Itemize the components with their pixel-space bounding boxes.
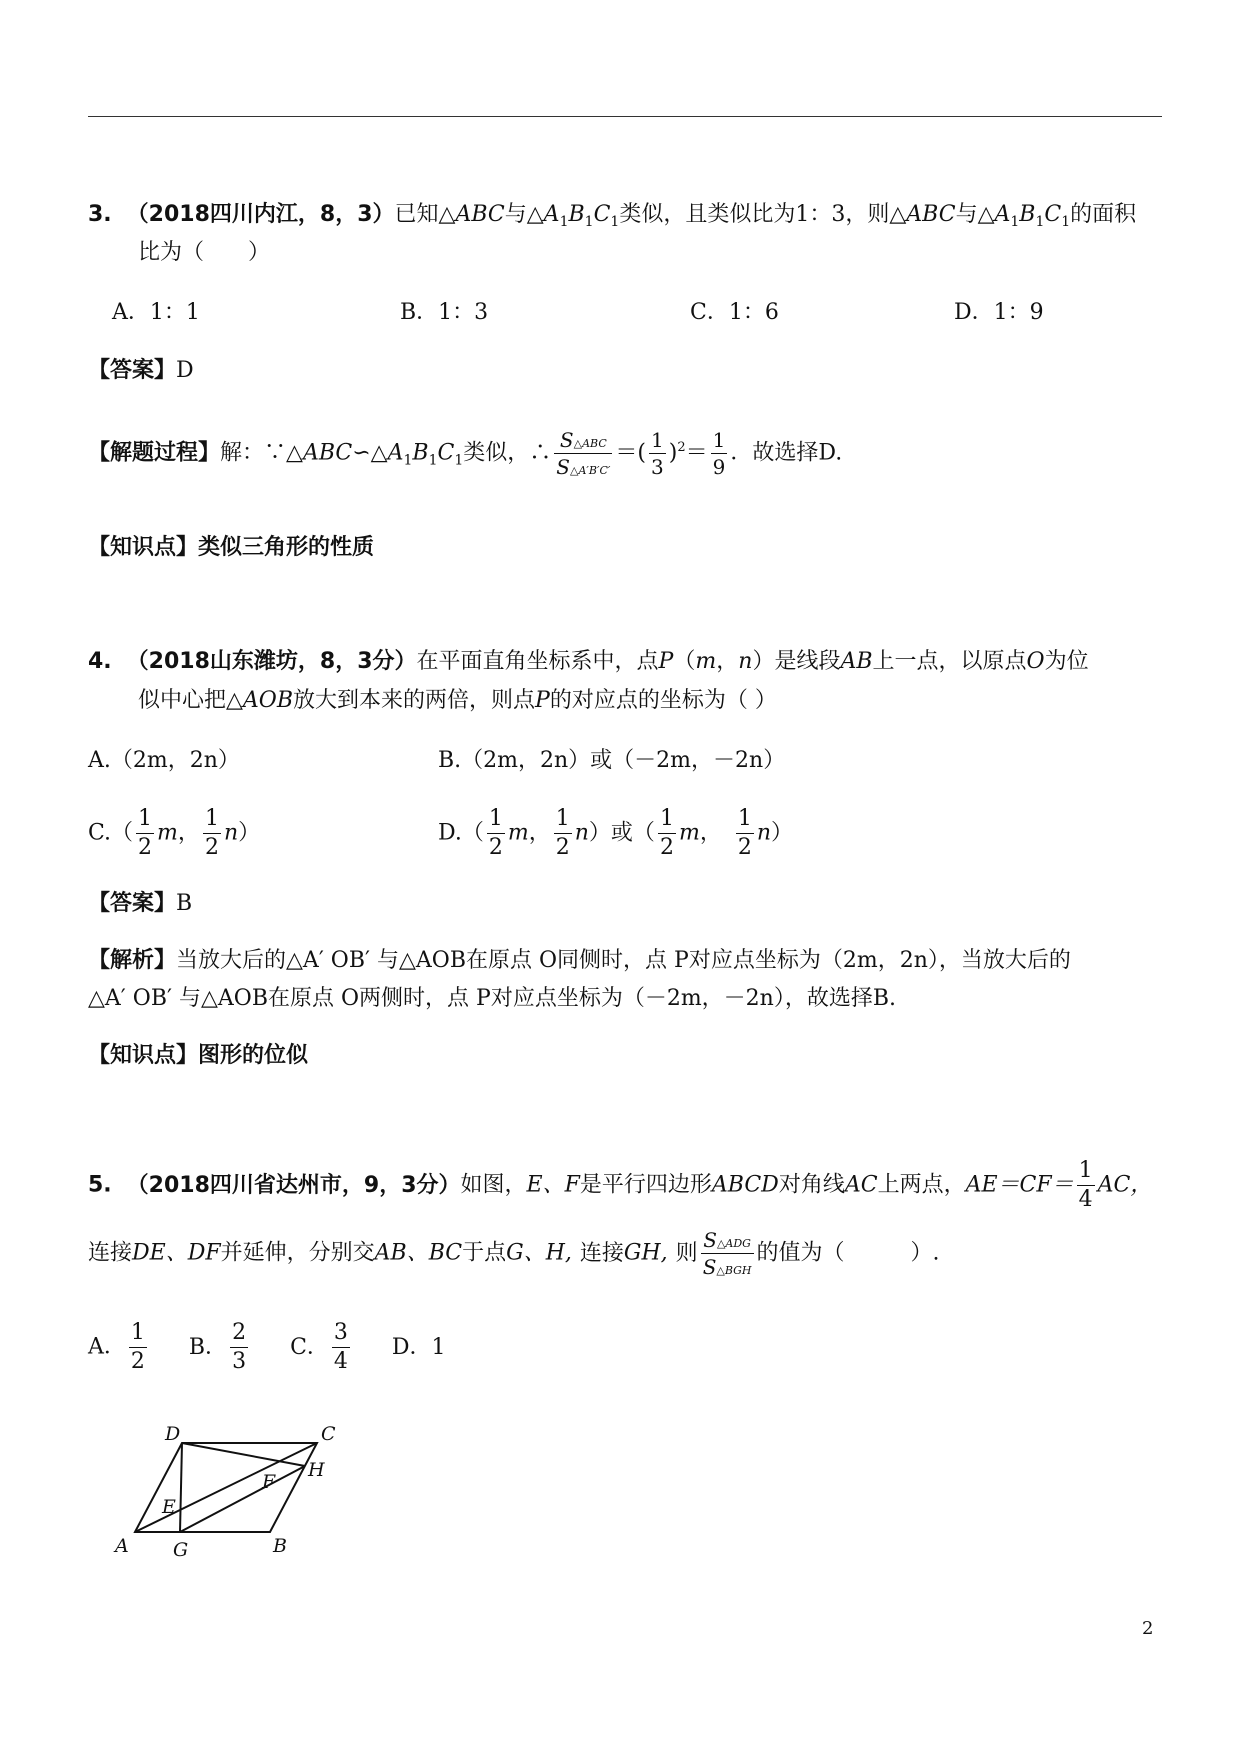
label-g: G bbox=[173, 1539, 189, 1560]
frac-den: 3 bbox=[232, 1349, 247, 1374]
q4-line-2 bbox=[138, 690, 777, 712]
q5-parallelogram: ABCD bbox=[711, 1172, 779, 1198]
diagonal-ac bbox=[135, 1443, 317, 1532]
label-e: E bbox=[162, 1496, 176, 1518]
q5-option-b-label: B． bbox=[188, 1334, 228, 1360]
s-letter: S bbox=[559, 428, 574, 452]
q5-area-fraction bbox=[701, 1230, 754, 1277]
q3-with: 与△ bbox=[504, 202, 544, 227]
q5-stem: 如图， bbox=[460, 1172, 527, 1198]
half-fraction bbox=[736, 808, 754, 859]
q3-area-end: 的面积 bbox=[1070, 202, 1137, 227]
label-f: F bbox=[262, 1471, 276, 1493]
q3-a1: A bbox=[994, 202, 1011, 227]
answer-label: 【答案】 bbox=[88, 891, 177, 916]
q5-stem: 对角线 bbox=[778, 1172, 845, 1198]
q3-option-b: B．1：3 bbox=[400, 300, 489, 325]
q3-ratio-text: 类似，且类似比为1：3，则△ bbox=[619, 202, 907, 227]
q5-source: （2018四川省达州市，9，3分） bbox=[126, 1172, 461, 1198]
q5-equation: AE＝CF＝ bbox=[965, 1172, 1074, 1198]
q4-m: m bbox=[695, 649, 717, 674]
q3-triangle-abc: ABC bbox=[455, 202, 505, 227]
q5-stem: 于点 bbox=[462, 1240, 507, 1266]
q4-m: m bbox=[157, 820, 178, 846]
q5-quarter bbox=[1077, 1160, 1095, 1211]
q4-comma: ， bbox=[177, 820, 200, 846]
q3-sub: 1 bbox=[403, 452, 413, 469]
q3-knowledge bbox=[88, 537, 374, 559]
analysis-label: 【解析】 bbox=[88, 948, 177, 973]
frac-num: 1 bbox=[129, 1322, 147, 1348]
q4-or: ）或（ bbox=[588, 820, 655, 846]
q5-points-ef: E、F bbox=[526, 1172, 580, 1198]
q3-c1: C bbox=[593, 202, 611, 227]
q3-eq: ＝( bbox=[615, 440, 646, 466]
frac-den: 2 bbox=[659, 835, 674, 860]
q5-sides: AB、BC bbox=[374, 1240, 463, 1266]
q3-area-fraction bbox=[554, 430, 612, 477]
line-dg bbox=[180, 1443, 182, 1532]
q5-equation-end: AC， bbox=[1097, 1172, 1153, 1198]
q3-knowledge-text: 类似三角形的性质 bbox=[198, 535, 375, 560]
q4-m: m bbox=[678, 820, 700, 846]
q3-b1: B bbox=[568, 202, 585, 227]
q3-option-c: C．1：6 bbox=[690, 300, 779, 325]
parallelogram-figure bbox=[105, 1410, 365, 1560]
label-b: B bbox=[273, 1535, 287, 1557]
q5-options bbox=[88, 1322, 446, 1373]
q4-comma: ， bbox=[716, 649, 739, 674]
q3-triangle-abc: ABC bbox=[302, 440, 353, 466]
frac-den: 2 bbox=[130, 1349, 145, 1374]
q5-lines: DE、DF bbox=[132, 1240, 221, 1266]
q4-n: n bbox=[223, 820, 239, 846]
q3-number: 3. bbox=[88, 202, 112, 227]
q5-stem: 并延伸，分别交 bbox=[220, 1240, 375, 1266]
q4-point-p: P bbox=[535, 688, 550, 713]
q4-option-b: B.（2m，2n）或（－2m，－2n） bbox=[438, 748, 786, 773]
q3-c1: C bbox=[1044, 202, 1062, 227]
s-sub: △ADG bbox=[716, 1237, 751, 1250]
frac-num: 1 bbox=[736, 808, 754, 834]
q4-n: n bbox=[574, 820, 589, 846]
q4-answer bbox=[88, 893, 192, 915]
half-fraction bbox=[136, 808, 154, 859]
q3-answer-value: D bbox=[176, 358, 194, 383]
q3-eq: ) bbox=[668, 440, 678, 466]
q4-knowledge bbox=[88, 1045, 308, 1067]
frac-den: 3 bbox=[650, 455, 664, 479]
q4-triangle-aob: AOB bbox=[242, 688, 294, 713]
q4-analysis-text: 当放大后的△A′ OB′ 与△AOB在原点 O同侧时，点 P对应点坐标为（2m，2n），当放大后的 bbox=[176, 948, 1071, 973]
q4-number: 4. bbox=[88, 649, 112, 674]
q3-line-1 bbox=[88, 204, 1136, 229]
q5-option-b bbox=[230, 1322, 248, 1373]
knowledge-label: 【知识点】 bbox=[88, 535, 199, 560]
q4-option-d bbox=[438, 808, 793, 859]
q5-stem: 的值为（ ）. bbox=[756, 1240, 940, 1266]
q3-sub: 1 bbox=[454, 452, 464, 469]
frac-den: 2 bbox=[204, 835, 219, 860]
frac-num: 2 bbox=[230, 1322, 248, 1348]
q4-stem: 为位 bbox=[1044, 649, 1089, 674]
q3-answer bbox=[88, 360, 194, 382]
q3-option-a: A．1：1 bbox=[112, 300, 200, 325]
frac-num: 1 bbox=[554, 808, 572, 834]
q3-sub: 1 bbox=[584, 214, 594, 230]
q3-sim-symbol: ∽△ bbox=[352, 440, 388, 466]
page-number: 2 bbox=[1142, 1618, 1154, 1639]
q4-n: n bbox=[738, 649, 753, 674]
s-sub: △BGH bbox=[716, 1264, 752, 1277]
label-a: A bbox=[115, 1535, 129, 1557]
q4-stem: 似中心把△ bbox=[138, 688, 243, 713]
q3-solution-start: 解：∵△ bbox=[220, 440, 303, 466]
frac-den: 2 bbox=[488, 835, 503, 860]
q3-b1: B bbox=[412, 440, 429, 466]
q4-stem: （ bbox=[673, 649, 696, 674]
q4-knowledge-text: 图形的位似 bbox=[198, 1043, 309, 1068]
q4-stem: ）是线段 bbox=[752, 649, 841, 674]
q4-line-1 bbox=[88, 651, 1089, 673]
answer-label: 【答案】 bbox=[88, 358, 177, 383]
frac-den: 9 bbox=[712, 455, 726, 479]
s-letter: S bbox=[702, 1255, 717, 1279]
q3-solution bbox=[88, 430, 842, 477]
q5-number: 5. bbox=[88, 1172, 112, 1198]
q5-option-a bbox=[129, 1322, 147, 1373]
frac-num: 1 bbox=[712, 428, 726, 452]
half-fraction bbox=[554, 808, 572, 859]
s-sub: △ABC bbox=[573, 437, 607, 450]
q3-solution-mid: 类似，∴ bbox=[463, 440, 552, 466]
q5-diagonal: AC bbox=[844, 1172, 878, 1198]
frac-num: 1 bbox=[1077, 1160, 1095, 1186]
knowledge-label: 【知识点】 bbox=[88, 1043, 199, 1068]
q4-paren: ） bbox=[771, 820, 794, 846]
frac-den: 2 bbox=[737, 835, 752, 860]
q4-comma: ， bbox=[699, 820, 722, 846]
label-c: C bbox=[321, 1423, 336, 1445]
q4-opt-label: C.（ bbox=[88, 820, 134, 846]
q3-triangle-abc: ABC bbox=[906, 202, 956, 227]
q3-sub: 1 bbox=[1061, 214, 1071, 230]
q3-line-2: 比为（ ） bbox=[138, 240, 271, 265]
q4-m: m bbox=[507, 820, 529, 846]
q5-option-d: D．1 bbox=[391, 1334, 446, 1360]
frac-num: 1 bbox=[658, 808, 676, 834]
line-dh bbox=[182, 1443, 305, 1466]
q4-analysis-1 bbox=[88, 950, 1071, 972]
q5-line-2 bbox=[88, 1230, 940, 1277]
q4-paren: ） bbox=[238, 820, 261, 846]
half-fraction bbox=[487, 808, 505, 859]
q4-segment-ab: AB bbox=[840, 649, 873, 674]
q3-sub: 1 bbox=[559, 214, 569, 230]
q5-line-1 bbox=[88, 1160, 1152, 1211]
q4-n: n bbox=[756, 820, 771, 846]
frac-num: 1 bbox=[136, 808, 154, 834]
frac-num: 3 bbox=[332, 1322, 350, 1348]
q3-square: 2 bbox=[677, 440, 686, 456]
q3-one-third bbox=[649, 430, 666, 477]
q5-stem: 则 bbox=[675, 1240, 698, 1266]
label-h: H bbox=[308, 1459, 325, 1481]
q3-sub: 1 bbox=[610, 214, 620, 230]
q3-a1: A bbox=[387, 440, 404, 466]
q3-with: 与△ bbox=[955, 202, 995, 227]
q4-source: （2018山东潍坊，8，3分） bbox=[126, 649, 417, 674]
q3-a1: A bbox=[543, 202, 560, 227]
q5-option-a-label: A． bbox=[88, 1334, 126, 1360]
q5-segment-gh: GH, bbox=[623, 1240, 668, 1266]
frac-den: 2 bbox=[555, 835, 570, 860]
q4-option-a: A.（2m，2n） bbox=[88, 748, 240, 773]
q5-points-gh: G、H, bbox=[506, 1240, 572, 1266]
q3-sub: 1 bbox=[1035, 214, 1045, 230]
header-rule bbox=[88, 116, 1162, 117]
q4-answer-value: B bbox=[176, 891, 193, 916]
s-sub: △A′B′C′ bbox=[569, 464, 611, 477]
q5-stem: 上两点， bbox=[877, 1172, 966, 1198]
frac-num: 1 bbox=[650, 428, 664, 452]
label-d: D bbox=[165, 1423, 181, 1445]
solution-label: 【解题过程】 bbox=[88, 440, 221, 466]
q4-origin-o: O bbox=[1026, 649, 1045, 674]
q4-analysis-2: △A′ OB′ 与△AOB在原点 O两侧时，点 P对应点坐标为（－2m，－2n），故选择B. bbox=[88, 986, 897, 1011]
q4-option-c bbox=[88, 808, 260, 859]
q3-eq: ＝ bbox=[685, 440, 708, 466]
q5-stem: 连接 bbox=[579, 1240, 624, 1266]
q4-opt-label: D.（ bbox=[438, 820, 484, 846]
q4-point-p: P bbox=[658, 649, 674, 674]
q3-c1: C bbox=[437, 440, 455, 466]
half-fraction bbox=[203, 808, 221, 859]
frac-den: 4 bbox=[1078, 1187, 1093, 1212]
segment-gh bbox=[180, 1466, 305, 1532]
frac-den: 2 bbox=[138, 835, 153, 860]
q4-stem: 上一点，以原点 bbox=[872, 649, 1027, 674]
q5-stem: 连接 bbox=[88, 1240, 133, 1266]
q3-solution-end: ．故选择D. bbox=[730, 440, 843, 466]
q3-stem-text: 已知△ bbox=[394, 202, 456, 227]
frac-den: 4 bbox=[333, 1349, 348, 1374]
half-fraction bbox=[658, 808, 676, 859]
s-letter: S bbox=[556, 455, 570, 479]
frac-num: 1 bbox=[487, 808, 505, 834]
q3-one-ninth bbox=[711, 430, 728, 477]
frac-num: 1 bbox=[203, 808, 221, 834]
q3-sub: 1 bbox=[428, 452, 438, 469]
q4-stem: 在平面直角坐标系中，点 bbox=[416, 649, 659, 674]
q4-stem: 放大到本来的两倍，则点 bbox=[293, 688, 536, 713]
q4-comma: ， bbox=[528, 820, 551, 846]
q3-source: （2018四川内江，8，3） bbox=[126, 202, 395, 227]
q3-sub: 1 bbox=[1010, 214, 1020, 230]
q5-option-c bbox=[332, 1322, 350, 1373]
q3-option-d: D．1：9 bbox=[954, 300, 1044, 325]
s-letter: S bbox=[703, 1228, 717, 1252]
q5-stem: 是平行四边形 bbox=[579, 1172, 712, 1198]
q4-stem: 的对应点的坐标为（ ） bbox=[549, 688, 777, 713]
q3-b1: B bbox=[1019, 202, 1036, 227]
q5-option-c-label: C． bbox=[290, 1334, 329, 1360]
